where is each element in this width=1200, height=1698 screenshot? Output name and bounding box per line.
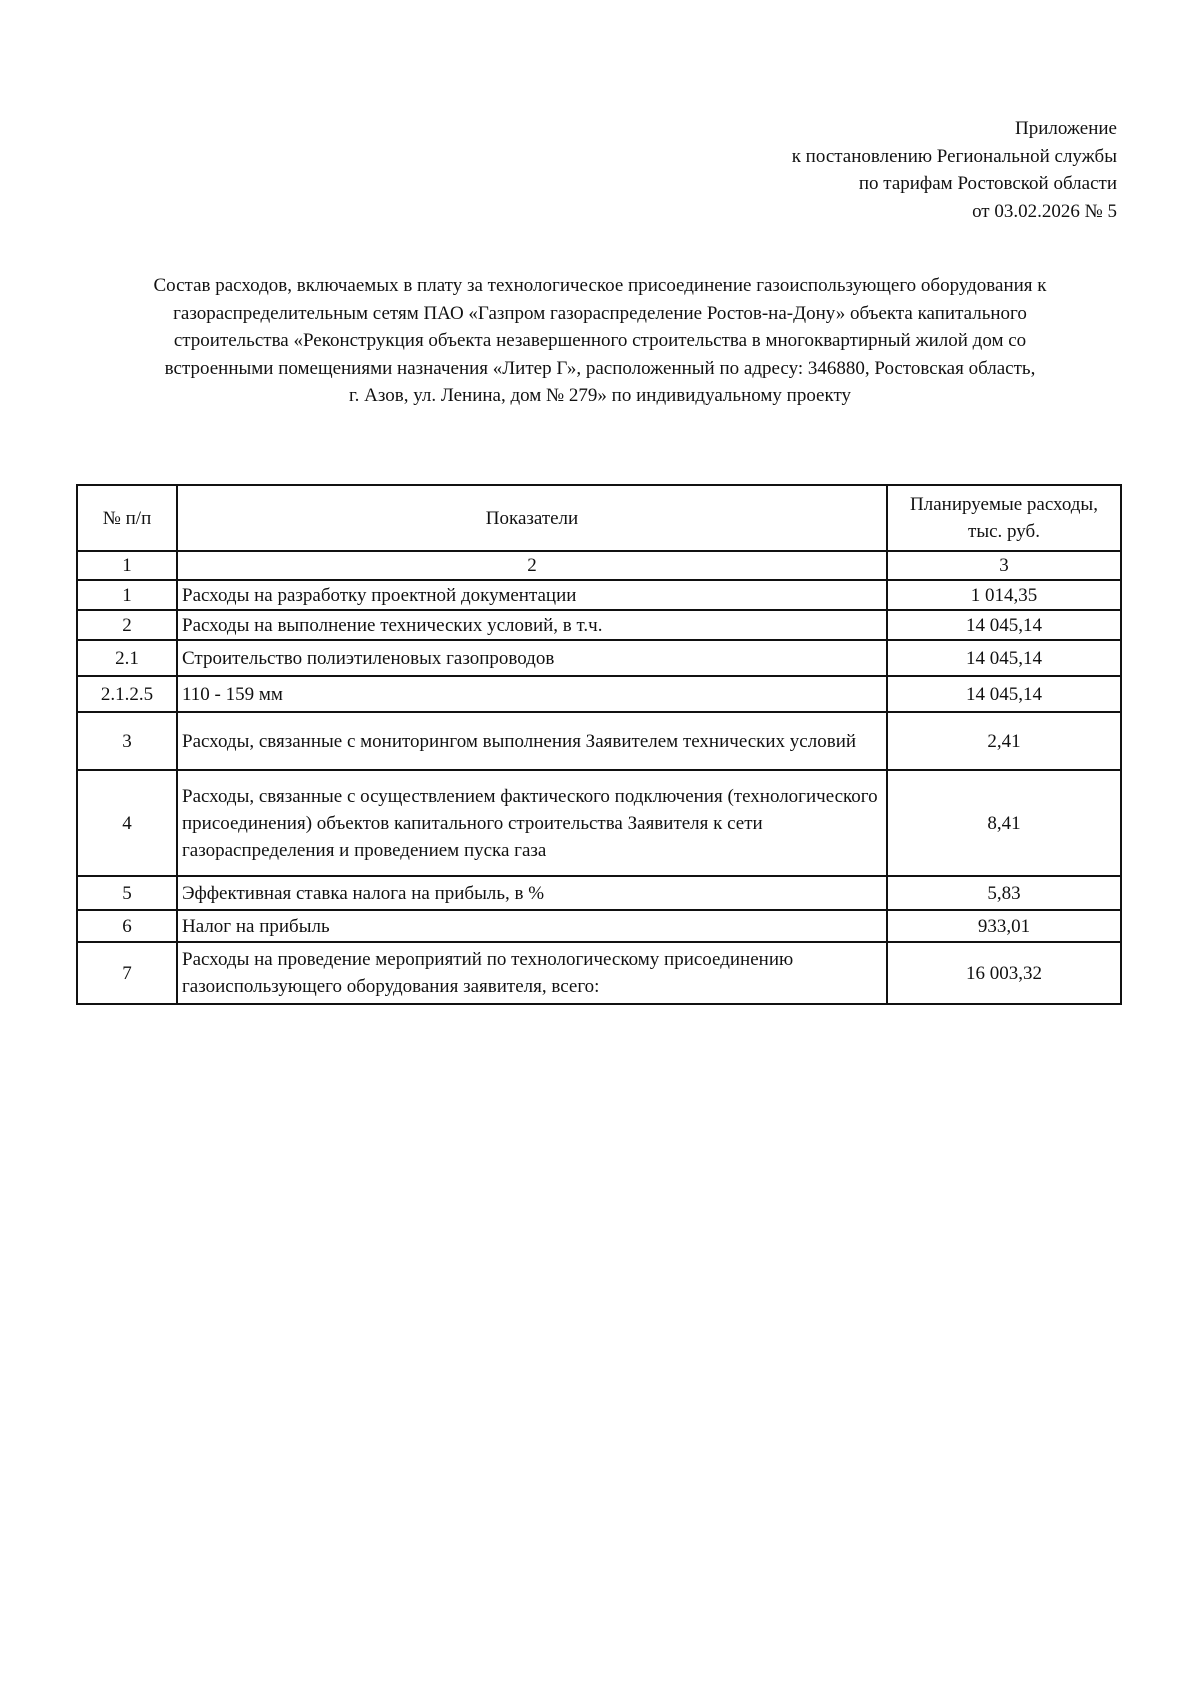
row-name: Эффективная ставка налога на прибыль, в % bbox=[177, 876, 887, 910]
appendix-line: Приложение bbox=[1015, 118, 1117, 139]
row-name: Строительство полиэтиленовых газопроводов bbox=[177, 640, 887, 676]
header-name: Показатели bbox=[177, 485, 887, 551]
table-row bbox=[77, 676, 1121, 712]
row-name: Расходы на выполнение технических условий, в т.ч. bbox=[177, 610, 887, 640]
title-line: встроенными помещениями назначения «Литер Г», расположенный по адресу: 346880, Ростовская область, bbox=[164, 357, 1036, 379]
appendix-line: от 03.02.2026 № 5 bbox=[972, 200, 1117, 222]
column-number: 2 bbox=[177, 551, 887, 580]
row-value: 16 003,32 bbox=[887, 942, 1121, 1004]
row-value: 2,41 bbox=[887, 712, 1121, 770]
document-title bbox=[75, 272, 1125, 410]
title-line: газораспределительным сетям ПАО «Газпром газораспределение Ростов-на-Дону» объекта капитального bbox=[173, 302, 1027, 324]
row-num: 7 bbox=[77, 942, 177, 1004]
row-value: 14 045,14 bbox=[887, 640, 1121, 676]
row-name: Расходы, связанные с мониторингом выполнения Заявителем технических условий bbox=[177, 712, 887, 770]
column-number-row bbox=[77, 551, 1121, 580]
row-value: 14 045,14 bbox=[887, 610, 1121, 640]
row-num: 2.1.2.5 bbox=[77, 676, 177, 712]
header-num: № п/п bbox=[77, 485, 177, 551]
expenses-table bbox=[76, 484, 1122, 1005]
row-value: 14 045,14 bbox=[887, 676, 1121, 712]
title-line: строительства «Реконструкция объекта незавершенного строительства в многоквартирный жилой дом со bbox=[173, 330, 1027, 351]
row-value: 5,83 bbox=[887, 876, 1121, 910]
row-name: Расходы на разработку проектной документации bbox=[177, 580, 887, 610]
title-line: г. Азов, ул. Ленина, дом № 279» по индивидуальному проекту bbox=[348, 385, 852, 406]
row-num: 1 bbox=[77, 580, 177, 610]
row-name: Налог на прибыль bbox=[177, 910, 887, 942]
header-value-line: тыс. руб. bbox=[968, 521, 1040, 542]
table-row bbox=[77, 640, 1121, 676]
row-num: 4 bbox=[77, 770, 177, 876]
table-row bbox=[77, 712, 1121, 770]
table-row bbox=[77, 610, 1121, 640]
table-row bbox=[77, 876, 1121, 910]
column-number: 1 bbox=[77, 551, 177, 580]
row-num: 6 bbox=[77, 910, 177, 942]
appendix-block bbox=[792, 115, 1117, 225]
table-row bbox=[77, 942, 1121, 1004]
header-value bbox=[887, 485, 1121, 551]
row-num: 2 bbox=[77, 610, 177, 640]
row-value: 933,01 bbox=[887, 910, 1121, 942]
table-row bbox=[77, 910, 1121, 942]
row-num: 5 bbox=[77, 876, 177, 910]
title-line: Состав расходов, включаемых в плату за технологическое присоединение газоиспользующего оборудования к bbox=[153, 275, 1047, 296]
table-row bbox=[77, 770, 1121, 876]
row-num: 2.1 bbox=[77, 640, 177, 676]
row-name: Расходы на проведение мероприятий по технологическому присоединению газоиспользующего оборудования заявителя, всего: bbox=[177, 942, 887, 1004]
row-name: 110 - 159 мм bbox=[177, 676, 887, 712]
table-row bbox=[77, 580, 1121, 610]
row-value: 1 014,35 bbox=[887, 580, 1121, 610]
row-name: Расходы, связанные с осуществлением фактического подключения (технологического присоединения) объектов капитального строительства Заявителя к сети газораспределения и проведением пуска газа bbox=[177, 770, 887, 876]
row-value: 8,41 bbox=[887, 770, 1121, 876]
header-value-line: Планируемые расходы, bbox=[910, 494, 1098, 515]
row-num: 3 bbox=[77, 712, 177, 770]
appendix-line: по тарифам Ростовской области bbox=[858, 173, 1117, 194]
column-number: 3 bbox=[887, 551, 1121, 580]
appendix-line: к постановлению Региональной службы bbox=[791, 145, 1117, 167]
table-header-row bbox=[77, 485, 1121, 551]
